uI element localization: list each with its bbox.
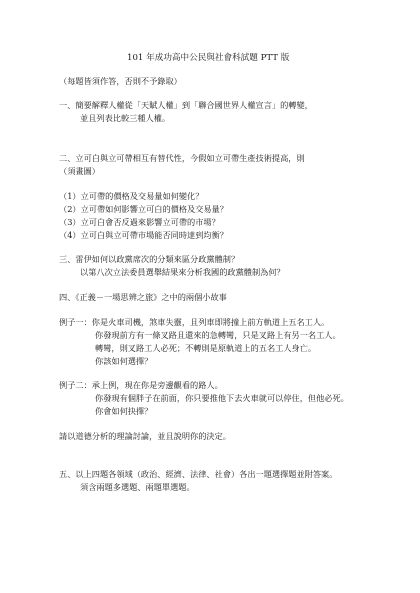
question-3-line-2: 以第八次立法委員選舉結果來分析我國的政黨體制為何？ [80, 267, 285, 277]
question-5-line-1: 五、以上四題各領域（政治、經濟、法律、社會）各出一題選擇題並附答案。 [59, 469, 338, 479]
question-2-line-2: （須畫圖） [59, 166, 100, 176]
instruction-text: （每題皆須作答，否則不予錄取） [59, 76, 182, 86]
example-1-line-2: 你發現前方有一條叉路且還來的急轉彎，只是叉路上有另一名工人。 [95, 330, 341, 340]
question-2-line-1: 二、立可白與立可帶相互有替代性，今假如立可帶生產技術提高，則 [59, 153, 305, 163]
example-2-line-1: 例子二：承上例，現在你是旁邊觀看的路人。 [59, 380, 223, 390]
question-1-line-1: 一、簡要解釋人權從「天賦人權」到「聯合國世界人權宣言」的轉變， [59, 100, 313, 110]
question-2-sub-1: （1）立可帶的價格及交易量如何變化？ [59, 191, 204, 201]
question-4-heading: 四、《正義－一場思辨之旅》之中的兩個小故事 [59, 292, 227, 302]
question-2-sub-3: （3）立可白會否反過來影響立可帶的市場？ [59, 217, 220, 227]
question-5-line-2: 須含兩題多選題、兩題單選題。 [80, 482, 195, 492]
example-2-line-3: 你會如何抉擇？ [95, 406, 153, 416]
example-1-line-4: 你該如何選擇？ [95, 356, 153, 366]
example-1-line-1: 例子一：你是火車司機，煞車失靈，且列車即將撞上前方軌道上五名工人。 [59, 317, 330, 327]
example-2-line-2: 你發現有個胖子在前面，你只要推他下去火車就可以停住，但他必死。 [95, 393, 349, 403]
question-2-sub-2: （2）立可帶如何影響立可白的價格及交易量？ [59, 204, 228, 214]
question-1-line-2: 並且列表比較三種人權。 [80, 113, 171, 123]
example-1-line-3: 轉彎，則叉路工人必死；不轉則是原軌道上的五名工人身亡。 [95, 343, 317, 353]
question-3-line-1: 三、雷伊如何以政黨席次的分類來區分政黨體制？ [59, 254, 240, 264]
question-4-closing: 請以道德分析的理論討論，並且說明你的決定。 [59, 431, 231, 441]
page-title: 101 年成功高中公民與社會科試題 PTT 版 [127, 53, 290, 63]
question-2-sub-4: （4）立可白與立可帶市場能否同時達到均衡？ [59, 230, 228, 240]
